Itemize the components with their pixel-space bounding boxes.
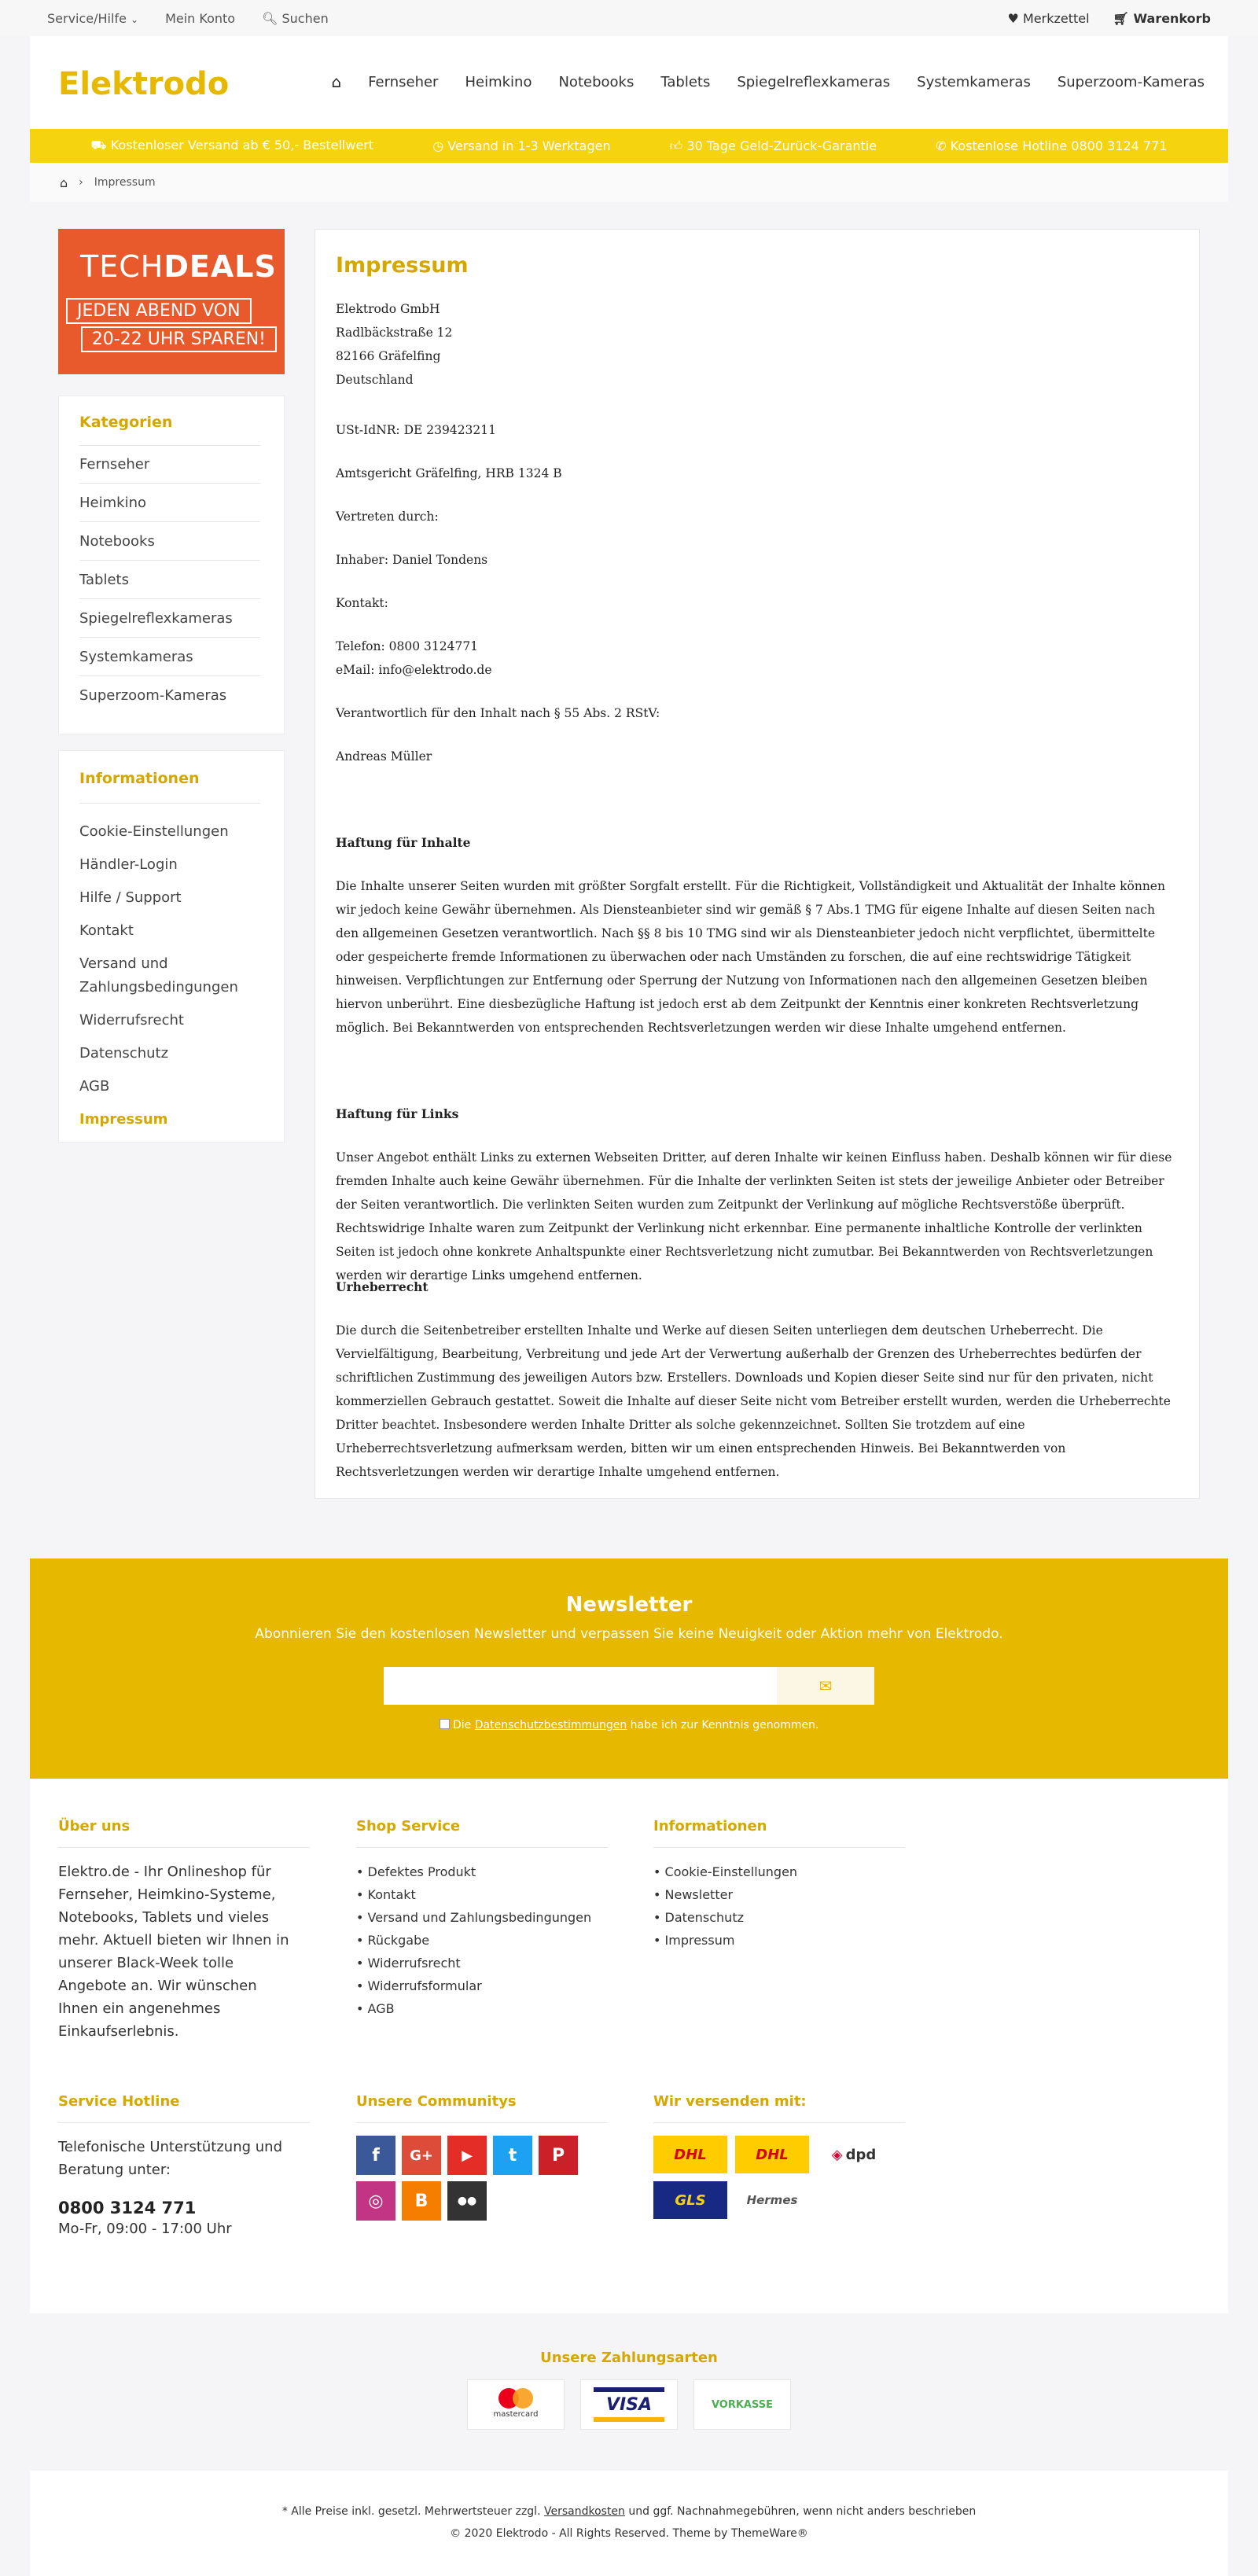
- information-item[interactable]: Datenschutz: [79, 1045, 169, 1062]
- flickr-icon[interactable]: ●●: [447, 2181, 487, 2221]
- information-item[interactable]: Impressum: [79, 1111, 168, 1128]
- footer-info-list: [653, 1860, 905, 1952]
- information-list: [79, 815, 260, 1136]
- copyright-section: [30, 2471, 1228, 2576]
- youtube-icon[interactable]: ▶: [447, 2136, 487, 2175]
- section-text: Die Inhalte unserer Seiten wurden mit größter Sorgfalt erstellt. Für die Richtigkeit, Vollständigkeit und Aktualität der Inhalte können wir jedoch keine Gewähr übernehmen. Als Diensteanbieter sind wir gemäß § 7 Abs.1 TMG für eigene Inhalte auf diesen Seiten nach den allgemeinen Gesetzen verantwortlich. Nach §§ 8 bis 10 TMG sind wir als Diensteanbieter jedoch nicht verpflichtet, übermittelte oder gespeicherte fremde Informationen zu überwachen oder nach Umständen zu forschen, die auf eine rechtswidrige Tätigkeit hinweisen. Verpflichtungen zur Entfernung oder Sperrung der Nutzung von Informationen nach den allgemeinen Gesetzen bleiben hiervon unberührt. Eine diesbezügliche Haftung ist jedoch erst ab dem Zeitpunkt der Kenntnis einer konkreten Rechtsverletzung möglich. Bei Bekanntwerden von entsprechenden Rechtsverletzungen werden wir diese Inhalte umgehend entfernen.: [336, 879, 1165, 1035]
- impressum-content: [314, 229, 1200, 1499]
- main-area: [30, 202, 1228, 1558]
- envelope-icon: ✉: [818, 1676, 833, 1695]
- blogger-icon[interactable]: B: [402, 2181, 441, 2221]
- newsletter-subtitle: Abonnieren Sie den kostenlosen Newsletter und verpassen Sie keine Neuigkeit oder Aktion mehr von Elektrodo.: [255, 1626, 1003, 1642]
- instagram-icon[interactable]: ◎: [356, 2181, 395, 2221]
- category-item[interactable]: Superzoom-Kameras: [79, 687, 227, 704]
- information-item[interactable]: Hilfe / Support: [79, 889, 182, 906]
- section-heading: Haftung für Inhalte: [336, 835, 471, 850]
- header: [30, 36, 1228, 129]
- logo[interactable]: Elektrodo: [58, 66, 230, 102]
- breadcrumb-current: Impressum: [94, 176, 156, 189]
- dhl-express-logo: DHL: [735, 2136, 809, 2173]
- usp-item: ⛟ Kostenloser Versand ab € 50,- Bestellwert: [90, 138, 374, 153]
- responsible-label: Verantwortlich für den Inhalt nach § 55 Abs. 2 RStV:: [336, 706, 660, 720]
- clock-icon: ◷: [432, 138, 444, 153]
- banner-tech: TECH: [80, 249, 164, 284]
- phone-icon: ✆: [936, 138, 947, 153]
- home-icon[interactable]: ⌂: [60, 175, 68, 190]
- hotline-hours: Mo-Fr, 09:00 - 17:00 Uhr: [58, 2221, 232, 2237]
- pinterest-icon[interactable]: P: [539, 2136, 578, 2175]
- categories-box: [58, 396, 285, 734]
- category-item[interactable]: Spiegelreflexkameras: [79, 599, 260, 638]
- contact-label: Kontakt:: [336, 596, 388, 610]
- section-heading: Haftung für Links: [336, 1106, 459, 1121]
- category-item[interactable]: Fernseher: [79, 445, 260, 484]
- truck-icon: ⛟: [90, 138, 107, 153]
- mastercard-logo: mastercard: [467, 2379, 565, 2430]
- information-item[interactable]: Versand und Zahlungsbedingungen: [79, 955, 238, 995]
- hotline-text: Telefonische Unterstützung und Beratung unter:: [58, 2139, 282, 2178]
- privacy-checkbox[interactable]: [440, 1719, 450, 1729]
- section-heading: Urheberrecht: [336, 1279, 429, 1294]
- footer-info-item[interactable]: • Cookie-Einstellungen: [653, 1864, 798, 1879]
- shipping-title: Wir versenden mit:: [653, 2093, 807, 2110]
- nav-item[interactable]: Superzoom-Kameras: [1057, 73, 1205, 90]
- information-item[interactable]: Cookie-Einstellungen: [79, 823, 229, 840]
- footer-service-item[interactable]: • Rückgabe: [356, 1933, 430, 1948]
- usp-item: ✆ Kostenlose Hotline 0800 3124 771: [936, 138, 1168, 153]
- address-line: Radlbäckstraße 12: [336, 326, 453, 340]
- footer-service-item[interactable]: • Versand und Zahlungsbedingungen: [356, 1910, 592, 1925]
- footer-info-item[interactable]: • Datenschutz: [653, 1910, 744, 1925]
- thumbs-up-icon: 👍︎: [669, 138, 683, 153]
- chevron-right-icon: ›: [79, 176, 83, 189]
- search-link[interactable]: 🔍︎ Suchen: [262, 10, 329, 26]
- payment-section: [30, 2313, 1228, 2471]
- phone: Telefon: 0800 3124771: [336, 639, 479, 653]
- categories-list: [79, 445, 260, 715]
- nav-item[interactable]: Heimkino: [465, 73, 532, 90]
- nav-item[interactable]: Spiegelreflexkameras: [737, 73, 891, 90]
- footer-service-item[interactable]: • Widerrufsformular: [356, 1978, 482, 1993]
- address-line: Deutschland: [336, 373, 414, 387]
- vat-id: USt-IdNR: DE 239423211: [336, 423, 496, 437]
- category-item[interactable]: Systemkameras: [79, 638, 260, 676]
- twitter-icon[interactable]: t: [493, 2136, 532, 2175]
- hermes-logo: Hermes: [735, 2181, 809, 2219]
- facebook-icon[interactable]: f: [356, 2136, 395, 2175]
- categories-title: Kategorien: [79, 414, 173, 431]
- address-line: Elektrodo GmbH: [336, 302, 440, 316]
- footer-community: [356, 2093, 608, 2221]
- footer-about-title: Über uns: [58, 1818, 131, 1834]
- search-icon: 🔍︎: [262, 10, 278, 26]
- visa-logo: VISA: [580, 2379, 678, 2430]
- information-title: Informationen: [79, 770, 200, 787]
- chevron-down-icon: ⌄: [131, 13, 139, 25]
- category-item[interactable]: Tablets: [79, 561, 260, 599]
- newsletter-privacy: Die Datenschutzbestimmungen habe ich zur Kenntnis genommen.: [30, 1719, 1228, 1731]
- newsletter-section: [30, 1558, 1228, 1779]
- footer-info-title: Informationen: [653, 1818, 767, 1834]
- section-text: Die durch die Seitenbetreiber erstellten Inhalte und Werke auf diesen Seiten unterliegen dem deutschen Urheberrecht. Die Vervielfältigung, Bearbeitung, Verbreitung und jede Art der Verwertung außerhalb der Grenzen des Urheberrechtes bedürfen der schriftlichen Zustimmung des jeweiligen Autors bzw. Erstellers. Downloads und Kopien dieser Seite sind nur für den privaten, nicht kommerziellen Gebrauch gestattet. Soweit die Inhalte auf dieser Seite nicht vom Betreiber erstellt wurden, werden die Urheberrechte Dritter beachtet. Insbesondere werden Inhalte Dritter als solche gekennzeichnet. Sollten Sie trotzdem auf eine Urheberrechtsverletzung aufmerksam werden, bitten wir um einen entsprechenden Hinweis. Bei Bekanntwerden von Rechtsverletzungen werden wir derartige Inhalte umgehend entfernen.: [336, 1323, 1171, 1479]
- breadcrumb: [30, 163, 1228, 202]
- footer-info: [653, 1818, 905, 1952]
- cart-link[interactable]: 🛒︎ Warenkorb: [1113, 10, 1211, 26]
- service-menu[interactable]: Service/Hilfe ⌄: [47, 10, 139, 26]
- copyright-text: © 2020 Elektrodo - All Rights Reserved. Theme by ThemeWare®: [450, 2527, 808, 2540]
- usp-bar: [30, 129, 1228, 163]
- footer-service-title: Shop Service: [356, 1818, 461, 1834]
- newsletter-input[interactable]: [384, 1667, 777, 1705]
- newsletter-title: Newsletter: [565, 1593, 693, 1617]
- heart-icon: ♥: [1007, 10, 1019, 26]
- information-item[interactable]: Händler-Login: [79, 856, 178, 873]
- nav-item[interactable]: Fernseher: [368, 73, 439, 90]
- information-box: [58, 750, 285, 1143]
- hotline-number[interactable]: 0800 3124 771: [58, 2199, 197, 2217]
- category-item[interactable]: Heimkino: [79, 484, 260, 522]
- account-link[interactable]: Mein Konto: [165, 10, 236, 26]
- dpd-logo: ◈ dpd: [817, 2136, 891, 2173]
- category-item[interactable]: Notebooks: [79, 522, 260, 561]
- google-plus-icon[interactable]: G+: [402, 2136, 441, 2175]
- nav-item[interactable]: Notebooks: [558, 73, 635, 90]
- shipping-costs-link[interactable]: Versandkosten: [543, 2505, 625, 2518]
- dhl-logo: DHL: [653, 2136, 727, 2173]
- main-nav: [331, 72, 1205, 91]
- cart-icon: 🛒︎: [1113, 10, 1129, 26]
- represented-label: Vertreten durch:: [336, 510, 439, 524]
- information-item[interactable]: AGB: [79, 1078, 110, 1095]
- hotline-title: Service Hotline: [58, 2093, 180, 2110]
- newsletter-submit-button[interactable]: [777, 1667, 874, 1705]
- top-bar: [0, 0, 1258, 36]
- page-title: Impressum: [336, 253, 469, 278]
- footer-service: [356, 1818, 608, 2020]
- information-item[interactable]: Kontakt: [79, 922, 134, 939]
- usp-item: 👍︎ 30 Tage Geld-Zurück-Garantie: [669, 138, 877, 153]
- wishlist-link[interactable]: ♥ Merkzettel: [1007, 10, 1090, 26]
- vorkasse-logo: VORKASSE: [693, 2379, 791, 2430]
- address-line: 82166 Gräfelfing: [336, 349, 441, 363]
- footer-shipping: [653, 2093, 905, 2219]
- court-register: Amtsgericht Gräfelfing, HRB 1324 B: [336, 466, 562, 480]
- footer-service-item[interactable]: • Kontakt: [356, 1887, 416, 1902]
- banner-deals: DEALS: [164, 249, 277, 284]
- privacy-link[interactable]: Datenschutzbestimmungen: [474, 1719, 627, 1731]
- responsible-person: Andreas Müller: [336, 749, 432, 764]
- footer-service-item[interactable]: • Widerrufsrecht: [356, 1956, 461, 1971]
- section-text: Unser Angebot enthält Links zu externen Webseiten Dritter, auf deren Inhalte wir keinen Einfluss haben. Deshalb können wir für diese fremden Inhalte auch keine Gewähr übernehmen. Für die Inhalte der verlinkten Seiten ist stets der jeweilige Anbieter oder Betreiber der Seiten verantwortlich. Die verlinkten Seiten wurden zum Zeitpunkt der Verlinkung auf mögliche Rechtsverstöße überprüft. Rechtswidrige Inhalte waren zum Zeitpunkt der Verlinkung nicht erkennbar. Eine permanente inhaltliche Kontrolle der verlinkten Seiten ist jedoch ohne konkrete Anhaltspunkte einer Rechtsverletzung nicht zumutbar. Bei Bekanntwerden von Rechtsverletzungen werden wir derartige Links umgehend entfernen.: [336, 1150, 1172, 1282]
- gls-logo: GLS: [653, 2181, 727, 2219]
- payment-title: Unsere Zahlungsarten: [540, 2350, 718, 2366]
- information-item[interactable]: Widerrufsrecht: [79, 1012, 184, 1029]
- nav-item[interactable]: Systemkameras: [917, 73, 1031, 90]
- banner-line2: 20-22 UHR SPAREN!: [81, 326, 277, 352]
- price-note: * Alle Preise inkl. gesetzl. Mehrwertsteuer zzgl. Versandkosten und ggf. Nachnahmegebühren, wenn nicht anders beschrieben: [281, 2505, 977, 2518]
- footer-service-item[interactable]: • Defektes Produkt: [356, 1864, 476, 1879]
- usp-item: ◷ Versand in 1-3 Werktagen: [432, 138, 611, 153]
- nav-item[interactable]: Tablets: [660, 73, 711, 90]
- footer-info-item[interactable]: • Impressum: [653, 1933, 735, 1948]
- banner-line1: JEDEN ABEND VON: [66, 298, 252, 324]
- owner: Inhaber: Daniel Tondens: [336, 553, 488, 567]
- footer: [30, 1779, 1228, 2313]
- home-icon[interactable]: ⌂: [331, 72, 342, 91]
- footer-service-item[interactable]: • AGB: [356, 2001, 395, 2016]
- community-title: Unsere Communitys: [356, 2093, 517, 2110]
- email: eMail: info@elektrodo.de: [336, 663, 492, 677]
- footer-service-list: [356, 1860, 608, 2020]
- footer-info-item[interactable]: • Newsletter: [653, 1887, 734, 1902]
- techdeals-banner[interactable]: [58, 229, 285, 374]
- footer-hotline: [58, 2093, 310, 2240]
- footer-about: [58, 1818, 310, 2043]
- footer-about-text: Elektro.de - Ihr Onlineshop für Fernseher, Heimkino-Systeme, Notebooks, Tablets und vieles mehr. Aktuell bieten wir Ihnen in unserer Black-Week tolle Angebote an. Wir wünschen Ihnen ein angenehmes Einkaufserlebnis.: [58, 1864, 289, 2040]
